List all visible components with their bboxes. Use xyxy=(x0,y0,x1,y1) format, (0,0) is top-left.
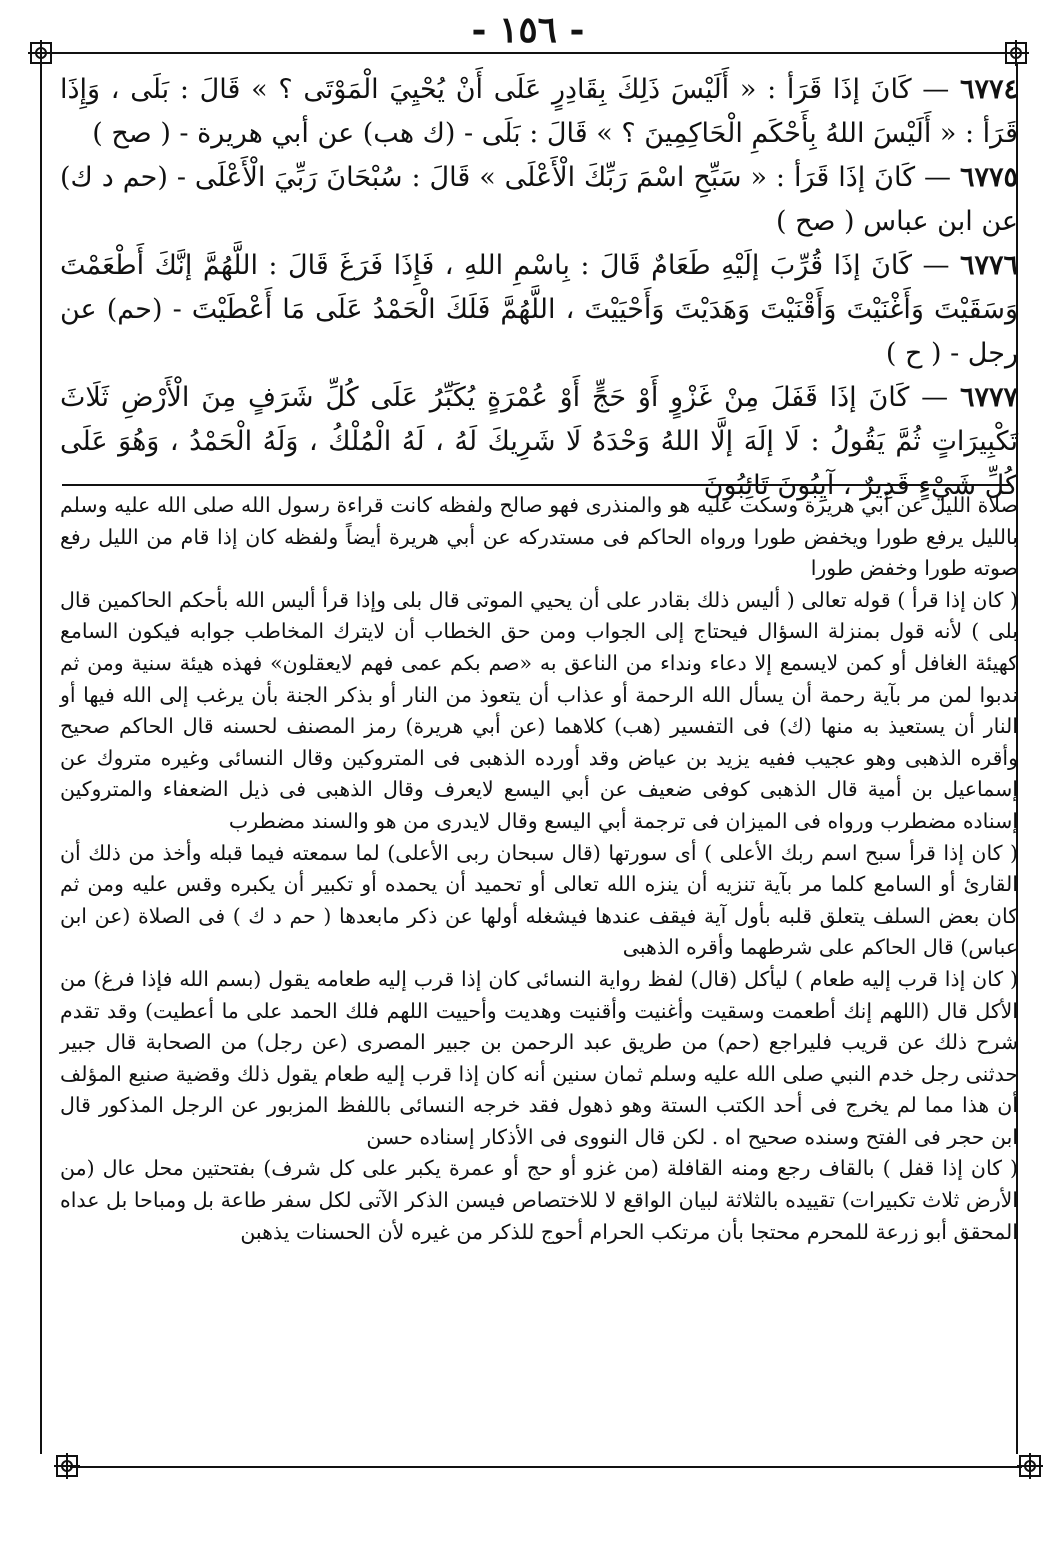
commentary-paragraph: ( كان إذا قرأ ) قوله تعالى ( أليس ذلك بقادر على أن يحيي الموتى قال بلى وإذا قرأ أليس الله بأحكم الحاكمين قال بلى ) لأنه قول بمنزلة السؤال فيحتاج إلى الجواب ومن حق الخطاب أن لايترك المخاطب جوابه فيكون السامع كهيئة الغافل أو كمن لايسمع إلا دعاء ونداء من الناعق به «صم بكم عمى فهم لايعقلون» فهذه هيئة سنية ومن ثم ندبوا لمن مر بآية رحمة أن يسأل الله الرحمة أو عذاب أن يتعوذ من النار أو بذكر الجنة بأن يرغب إلى الله فيها أو النار أن يستعيذ به منها (ك) فى التفسير (هب) كلاهما (عن أبي هريرة) رمز المصنف لحسنه قال الحاكم صحيح وأقره الذهبى وهو عجيب ففيه يزيد بن عياض وقد أورده الذهبى فى المتروكين وقال النسائى وغيره متروك عن إسماعيل بن أمية قال الذهبى كوفى ضعيف عن أبي اليسع لايعرف وقال الذهبى فى ذيل الضعفاء والمتروكين إسناده مضطرب ورواه فى الميزان فى ترجمة أبي اليسع وقال لايدرى من هو والسند مضطرب xyxy=(60,587,1018,833)
frame-border-bottom xyxy=(70,1466,1022,1468)
hadith-text: — كَانَ إذَا قَفَلَ مِنْ غَزْوٍ أَوْ حَجٍّ أَوْ عُمْرَةٍ يُكَبِّرُ عَلَى كُلِّ شَرَفٍ مِنَ الْأَرْضِ ثَلَاثَ تَكْبِيرَاتٍ ثُمَّ يَقُولُ : لَا إلَهَ إلَّا اللهُ وَحْدَهُ لَا شَرِيكَ لَهُ ، لَهُ الْمُلْكُ ، وَلَهُ الْحَمْدُ ، وَهُوَ عَلَى كُلِّ شَيْءٍ قَدِيرٌ ، آيِبُونَ تَائِبُونَ xyxy=(60,382,1018,501)
frame-border-top xyxy=(48,52,1010,54)
hadith-entry xyxy=(60,244,1018,376)
page-number: - ١٥٦ - xyxy=(471,9,585,51)
hadith-text: — كَانَ إذَا قَرَأ : « أَلَيْسَ ذَلِكَ بِقَادِرٍ عَلَى أَنْ يُحْيِيَ الْمَوْتَى ؟ » قَالَ : بَلَى ، وَإِذَا قَرَأ : « أَلَيْسَ اللهُ بِأَحْكَمِ الْحَاكِمِينَ ؟ » قَالَ : بَلَى - (ك هب) عن أبي هريرة - ( صح ) xyxy=(60,74,1018,149)
commentary-paragraph: ( كان إذا قرب إليه طعام ) ليأكل (قال) لفظ رواية النسائى كان إذا قرب إليه طعامه يقول (بسم الله فإذا فرغ) من الأكل قال (اللهم إنك أطعمت وسقيت وأغنيت وأقنيت وهديت وأحييت اللهم فلك الحمد على ما أعطيت) وقد تقدم شرح ذلك عن قريب فليراجع (حم) من طريق عبد الرحمن بن جبير المصرى (عن رجل) من الصحابة قال جبير حدثنى رجل خدم النبي صلى الله عليه وسلم ثمان سنين أنه كان إذا قرب إليه طعام يقول ذلك وقضية صنيع المؤلف أن هذا مما لم يخرج فى أحد الكتب الستة وهو ذهول فقد خرجه النسائى باللفظ المزبور عن الرجل المذكور قال ابن حجر فى الفتح وسنده صحيح اه . لكن قال النووى فى الأذكار إسناده حسن xyxy=(60,966,1018,1149)
hadith-text: — كَانَ إذَا قُرِّبَ إلَيْهِ طَعَامٌ قَالَ : بِاسْمِ اللهِ ، فَإِذَا فَرَغَ قَالَ : اللَّهُمَّ إنَّكَ أَطْعَمْتَ وَسَقَيْتَ وَأَغْنَيْتَ وَأَقْنَيْتَ وَهَدَيْتَ وَأَحْيَيْتَ ، اللَّهُمَّ فَلَكَ الْحَمْدُ عَلَى مَا أَعْطَيْتَ - (حم) عن رجل - ( ح ) xyxy=(60,250,1018,369)
commentary-section xyxy=(60,490,1018,1248)
hadith-entry xyxy=(60,376,1018,508)
section-divider xyxy=(62,484,1010,486)
frame-border-left xyxy=(40,64,42,1454)
hadith-number: ٦٧٧٦ xyxy=(959,250,1018,281)
hadith-number: ٦٧٧٥ xyxy=(959,162,1018,193)
hadith-section xyxy=(60,68,1018,508)
hadith-number: ٦٧٧٧ xyxy=(959,382,1018,413)
hadith-number: ٦٧٧٤ xyxy=(959,74,1018,105)
hadith-entry xyxy=(60,156,1018,244)
commentary-paragraph: ( كان إذا قفل ) بالقاف رجع ومنه القافلة (من غزو أو حج أو عمرة يكبر على كل شرف) بفتحتين محل عال (من الأرض ثلاث تكبيرات) تقييده بالثلاثة لبيان الواقع لا للاختصاص فيسن الذكر الآتى لكل سفر طاعة بل ومباحا بل عداه المحقق أبو زرعة للمحرم محتجا بأن مرتكب الحرام أحوج للذكر من غيره لأن الحسنات يذهبن xyxy=(60,1156,1018,1244)
hadith-text: — كَانَ إذَا قَرَأ : « سَبِّحِ اسْمَ رَبِّكَ الْأَعْلَى » قَالَ : سُبْحَانَ رَبِّيَ الْأَعْلَى - (حم د ك) عن ابن عباس ( صح ) xyxy=(60,162,1018,237)
hadith-entry xyxy=(60,68,1018,156)
commentary-paragraph: ( كان إذا قرأ سبح اسم ربك الأعلى ) أى سورتها (قال سبحان ربى الأعلى) لما سمعته فيما قبله وأخذ من ذلك أن القارئ أو السامع كلما مر بآية تنزيه أن ينزه الله تعالى أو تحميد أن يحمده أو تكبير أن يكبره وقس عليه ومن ثم كان بعض السلف يتعلق قلبه بأول آية فيقف عندها فيشغله أولها عن ذكر مابعدها ( حم د ك ) فى الصلاة (عن ابن عباس) قال الحاكم على شرطهما وأقره الذهبى xyxy=(60,840,1018,960)
commentary-paragraph: صلاة الليل عن أبي هريرة وسكت عليه هو والمنذرى فهو صالح ولفظه كانت قراءة رسول الله صلى الله عليه وسلم بالليل يرفع طورا ويخفض طورا ورواه الحاكم فى مستدركه عن أبي هريرة أيضاً ولفظه كان إذا قام من الليل رفع صوته طورا وخفض طورا xyxy=(60,493,1018,581)
